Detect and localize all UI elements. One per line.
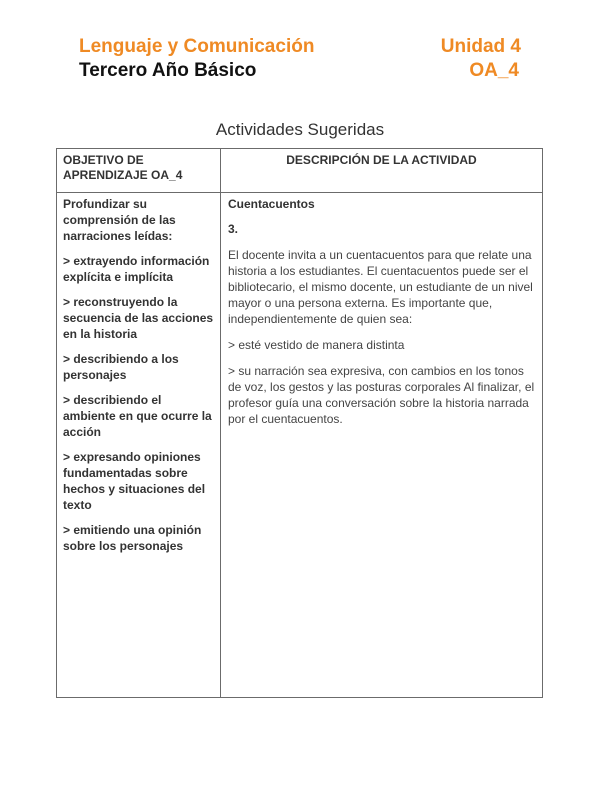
unit-label: Unidad 4 [440,36,521,57]
activities-table [56,148,543,698]
description-column-header: DESCRIPCIÓN DE LA ACTIVIDAD [286,153,477,167]
objective-column-header: OBJETIVO DE APRENDIZAJE OA_4 [63,153,183,182]
objective-item: > expresando opiniones fundamentadas sobre hechos y situaciones del texto [63,450,206,512]
column-divider [220,149,221,697]
activity-paragraph: > su narración sea expresiva, con cambios en los tonos de voz, los gestos y las posturas corporales Al finalizar, el profesor guía una conversación sobre la historia narrada por el cuentacuentos. [228,364,535,426]
objective-intro: Profundizar su comprensión de las narraciones leídas: [63,197,176,243]
objective-item: > emitiendo una opinión sobre los personajes [63,523,202,553]
objective-code: OA_4 [469,60,519,81]
header-divider [57,192,542,193]
objective-item: > reconstruyendo la secuencia de las acciones en la historia [63,295,214,341]
activity-title: Cuentacuentos [228,197,315,211]
activity-paragraph: > esté vestido de manera distinta [228,338,405,352]
objectives-list [63,196,217,563]
activity-number: 3. [228,222,239,236]
section-title: Actividades Sugeridas [215,120,385,139]
objective-item: > describiendo a los personajes [63,352,179,382]
grade-subtitle: Tercero Año Básico [79,60,257,81]
activity-paragraph: El docente invita a un cuentacuentos para que relate una historia a los estudiantes. El cuentacuentos puede ser el bibliotecario, el mismo docente, un estudiante de un nivel mayor o una persona externa. Es importante que, independientemente de quien sea: [228,248,533,326]
objective-item: > describiendo el ambiente en que ocurre la acción [63,393,212,439]
subject-title: Lenguaje y Comunicación [79,36,315,57]
activity-description [228,196,538,437]
objective-item: > extrayendo información explícita e implícita [63,254,210,284]
